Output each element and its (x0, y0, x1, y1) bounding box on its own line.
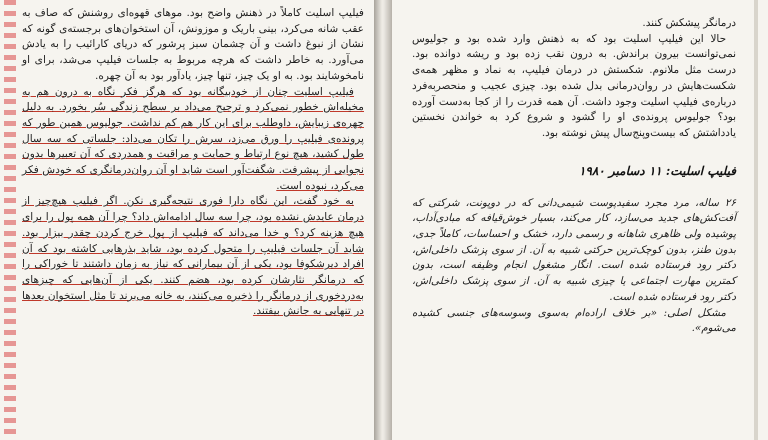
left-paragraph-1: فیلیپ اسلیت کاملاً در ذهنش واضح بود. موهای قهوه‌ای روشنش که صاف به عقب شانه می‌کرد، بینی باریک و موزونش، آن استخوان‌های برجسته‌ی گونه که نشان از نبوغ داشت و آن چشمان سبز پرشور که دریای کارائیب را به یادش می‌آورد. به خاطر داشت که هرچه مربوط به جلسات فیلیپ می‌شد، برای او نامخوشایند بود. به او یک چیز، تنها چیز، یادآور بود به آن چهره. (22, 7, 364, 82)
left-paragraph-2: فیلیپ اسلیت چنان از خودبیگانه بود که هرگز فکر نگاه به درون هم به مخیله‌اش خطور نمی‌کرد و ترجیح می‌داد بر سطح زندگی سُر بخورد. به دلیل چهره‌ی زیبایش، داوطلب برای این کار هم کم نداشت. جولیوس همین طور که پرونده‌ی فیلیپ را ورق می‌زد، سرش را تکان می‌داد: جلساتی که سه سال طول کشید، هیچ نوع ارتباط و حمایت و مراقبت و همدردی که آن تعبیرها بدون نجوایی از پیشرفت. شگفت‌آور است شاید او آن روان‌درمانگری که خودش فکر می‌کرد، نبوده است. (22, 85, 364, 192)
case-note: ۲۶ ساله، مرد مجرد سفیدپوست شیمی‌دانی که در دوپونت، شرکتی که آفت‌کش‌های جدید می‌سازد، کار می‌کند، بسیار خوش‌قیافه که مبادی‌آداب، پوشیده ولی ظاهری شاهانه و رسمی دارد، خشک و احساسات، کاملاً جدی، بدون طنز، بدون کوچک‌ترین حرکتی شبیه به آن. از سوی پزشک داخلی‌اش، دکتر رود فرستاده شده است. انگار مشغول انجام وظیفه است، بدون کمترین مهارت اجتماعی یا چیزی شبیه به آن. از سوی پزشک داخلی‌اش، دکتر رود فرستاده شده است. (412, 196, 736, 303)
main-problem: مشکل اصلی: «بر خلاف اراده‌ام به‌سوی وسوسه‌های جنسی کشیده می‌شوم». (412, 306, 736, 335)
left-paragraph-3: به خود گفت، این نگاه دارا فوری نتیجه‌گیری نکن. اگر فیلیپ هیچ‌چیز از درمان عایدش نشده بود، چرا سه سال ادامه‌اش داد؟ چرا آن همه پول را برای هیچ هزینه کرد؟ و خدا می‌داند که فیلیپ از پول خرج کردن چقدر بیزار بود. شاید آن جلسات فیلیپ را متحول کرده بود، شاید بذرهایی کاشته بود که آن افراد دیرشکوفا بود، یکی از آن بیمارانی که نیاز به زمان داشتند تا خوراکی را که درمانگر نثارشان کرده بود، هضم کنند. یکی از آن‌هایی که چیزهای به‌دردخوری از درمانگر را ذخیره می‌کنند، به خانه می‌برند تا مثل استخوان بعدها در تنهایی به جانش بیفتند. (22, 195, 364, 318)
right-edge-shadow (754, 0, 758, 440)
left-page (0, 0, 374, 440)
right-paragraph-2: حالا این فیلیپ اسلیت بود که به ذهنش وارد شده بود و جولیوس نمی‌توانست بیرون براندش. به درون نقب زده بود و ریشه دوانده بود. درست مثل ملانوم. شکستش در درمان فیلیپ، به نماد و مظهر همه‌ی شکست‌هایش در روان‌درمانی بدل شده بود. چیزی عجیب و منحصربه‌فرد درباره‌ی فیلیپ اسلیت وجود داشت. آن همه قدرت را از کجا به‌دست آورده بود؟ جولیوس پرونده‌ی او را گشود و شروع کرد به خواندن نخستین یادداشتش که بیست‌وپنج‌سال پیش نوشته بود. (412, 32, 736, 139)
session-heading: فیلیپ اسلیت: ۱۱ دسامبر ۱۹۸۰ (578, 163, 736, 178)
right-paragraph-1: درمانگر پیشکش کنند. (642, 17, 736, 29)
book-gutter (374, 0, 392, 440)
right-page (392, 0, 768, 440)
left-margin-marks (4, 0, 16, 440)
